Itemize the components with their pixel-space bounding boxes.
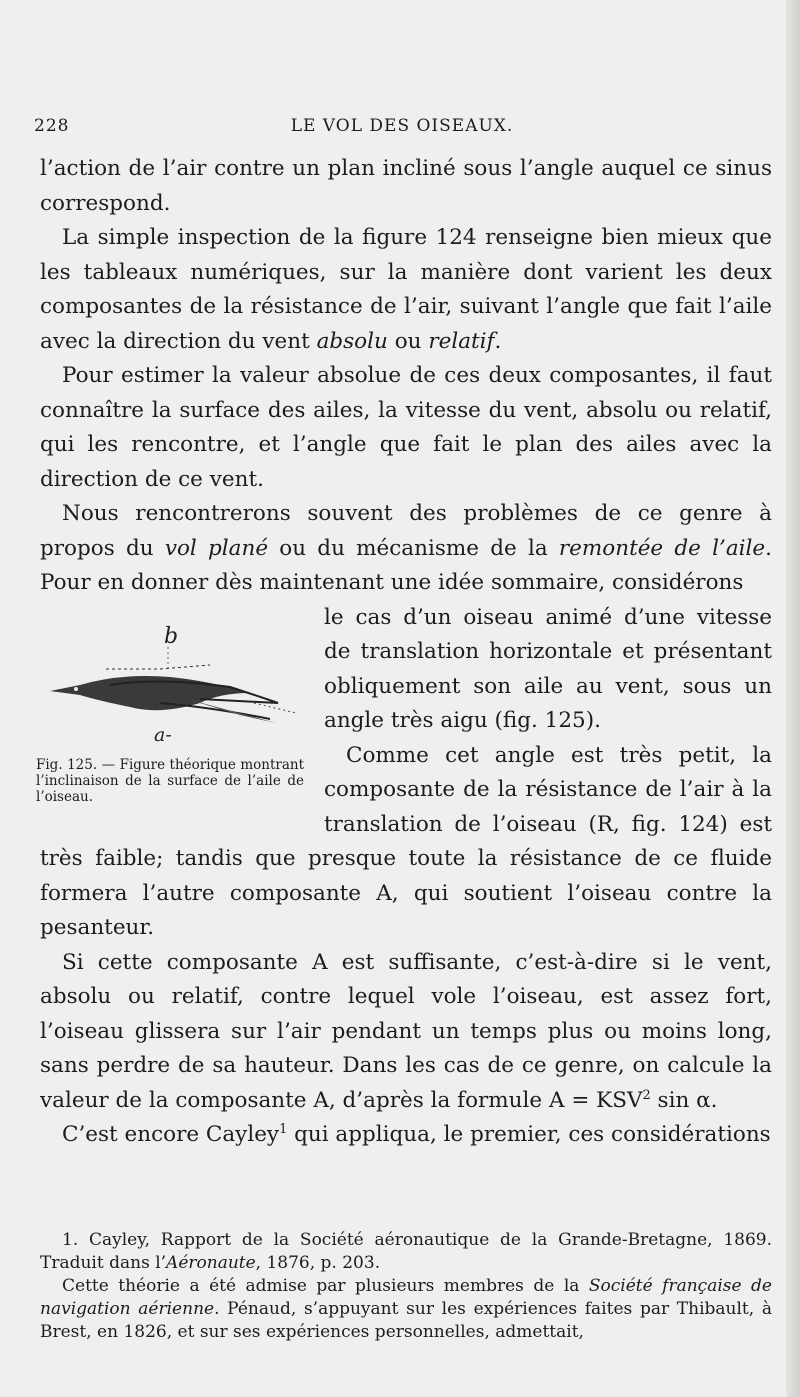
- emphasis-remontee: remontée de l’aile: [558, 535, 766, 561]
- emphasis-absolu: absolu: [316, 328, 388, 354]
- paragraph-2-text: .: [494, 328, 502, 354]
- paragraph-7: [40, 1118, 772, 1153]
- paragraph-5: Comme cet angle est très petit, la composante de la résistance de l’air à la translation de l’oiseau (R, fig. 124) est très faible; tandis que presque toute la résistance de ce fluide formera l’autre composante A, qui soutient l’oiseau contre la pesanteur.: [40, 742, 772, 940]
- footnote-1-text: , 1876, p. 203.: [255, 1253, 381, 1273]
- paragraph-2: [40, 221, 772, 359]
- paragraph-7-text: qui appliqua, le premier, ces considérations: [287, 1122, 771, 1147]
- page-header: [34, 116, 770, 140]
- figure-caption-label: Fig. 125.: [36, 756, 98, 773]
- paragraph-4-text: ou du mécanisme de la: [268, 535, 559, 561]
- formula-lhs: A = KSV: [548, 1087, 643, 1113]
- formula-exponent: 2: [642, 1087, 651, 1103]
- paragraph-6: [40, 946, 772, 1119]
- page-edge-shadow: [786, 0, 800, 1397]
- paragraph-7-text: C’est encore Cayley: [62, 1122, 280, 1147]
- paragraph-4-text: . Pour en donner dès maintenant une idée sommaire, considérons: [40, 535, 772, 595]
- emphasis-relatif: relatif: [428, 328, 495, 354]
- paragraph-4-continued: le cas d’un oiseau animé d’une vitesse de translation horizontale et présentant obliquement son aile au vent, sous un angle très aigu (fig. 125).: [324, 604, 772, 733]
- paragraph-6-text: Si cette composante A est suffisante, c’est-à-dire si le vent, absolu ou relatif, contre lequel vole l’oiseau, est assez fort, l’oiseau glissera sur l’air pendant un temps plus ou moins long, sans perdre de sa hauteur. Dans les cas de ce genre, on calcule la valeur de la composante A, d’après la formule: [40, 949, 772, 1113]
- footnote-2-emphasis: Société française de navigation aérienne: [40, 1276, 772, 1319]
- figure-label-b: b: [164, 623, 179, 649]
- footnotes: [40, 1229, 772, 1344]
- formula: [549, 1088, 718, 1113]
- figure-125: [36, 601, 314, 833]
- main-text: [36, 152, 772, 1153]
- paragraph-1: l’action de l’air contre un plan incliné sous l’angle auquel ce sinus correspond.: [40, 156, 772, 216]
- paragraph-4: [40, 497, 772, 601]
- footnote-1-text: 1. Cayley, Rapport de la Société aéronautique de la Grande-Bretagne, 1869. Traduit dans l’: [40, 1230, 772, 1273]
- paragraph-2-text: ou: [387, 328, 429, 354]
- paragraph-3: Pour estimer la valeur absolue de ces deux composantes, il faut connaître la surface des ailes, la vitesse du vent, absolu ou relatif, qui les rencontre, et l’angle que fait le plan des ailes avec la direction de ce vent.: [40, 363, 772, 492]
- emphasis-vol-plane: vol plané: [164, 535, 269, 561]
- footnote-ref-1: 1: [279, 1121, 288, 1137]
- page-number: 228: [34, 116, 70, 136]
- bird-figure-illustration: [40, 607, 300, 757]
- running-title: LE VOL DES OISEAUX.: [290, 116, 514, 136]
- figure-label-a: a-: [154, 723, 172, 746]
- formula-rhs: sin α.: [650, 1087, 718, 1113]
- paragraph-2-text: La simple inspection de la figure 124 renseigne bien mieux que les tableaux numériques, sur la manière dont varient les deux composantes de la résistance de l’air, suivant l’angle que fait l’aile avec la direction du vent: [40, 225, 772, 354]
- footnote-1-emphasis: Aéronaute: [166, 1253, 256, 1273]
- footnote-2-text: . Pénaud, s’appuyant sur les expériences faites par Thibault, à Brest, en 1826, et sur ses expériences personnelles, admettait,: [40, 1299, 772, 1342]
- footnote-2-text: Cette théorie a été admise par plusieurs membres de la: [62, 1276, 589, 1296]
- paragraph-4-text: Nous rencontrerons souvent des problèmes de ce genre à propos du: [40, 501, 772, 561]
- footnote-2: [40, 1275, 772, 1344]
- figure-caption: [36, 757, 304, 805]
- footnote-1: [40, 1229, 772, 1275]
- figure-caption-text: — Figure théorique montrant l’inclinaison de la surface de l’aile de l’oiseau.: [36, 756, 305, 805]
